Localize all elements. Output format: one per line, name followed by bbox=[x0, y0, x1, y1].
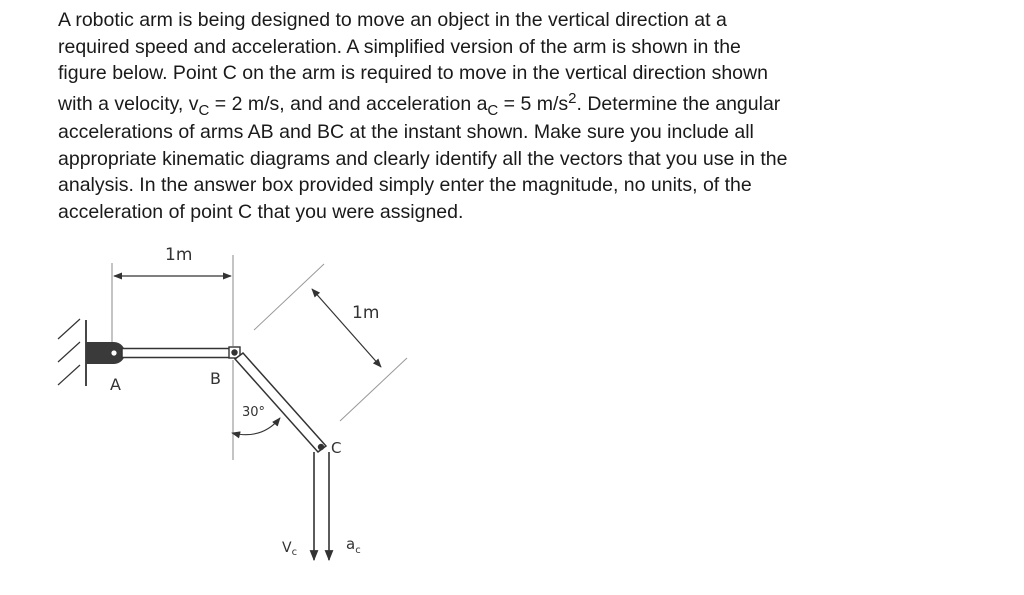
acceleration-label-sub: c bbox=[355, 545, 361, 556]
problem-line-3: figure below. Point C on the arm is required to move in the vertical direction shown bbox=[58, 62, 768, 84]
velocity-subscript: C bbox=[198, 101, 210, 119]
joint-b bbox=[231, 349, 237, 355]
point-a-label: A bbox=[110, 375, 121, 394]
arm-ab bbox=[122, 349, 236, 358]
acceleration-label-main: a bbox=[346, 535, 356, 553]
dim-bc-arrow bbox=[312, 289, 381, 367]
acceleration-subscript: C bbox=[487, 101, 499, 119]
arm-bc bbox=[235, 353, 326, 452]
velocity-label-main: V bbox=[282, 540, 292, 556]
joint-a bbox=[111, 350, 117, 356]
joint-c bbox=[318, 444, 324, 450]
point-c-label: C bbox=[331, 439, 342, 457]
angle-arc bbox=[232, 418, 280, 435]
problem-line-8: acceleration of point C that you were assigned. bbox=[58, 200, 464, 223]
dim-ab-label: 1m bbox=[165, 245, 193, 265]
point-b-label: B bbox=[210, 369, 221, 388]
dim-bc-ext-top bbox=[254, 264, 324, 330]
velocity-label-sub: c bbox=[291, 547, 298, 558]
acceleration-value-text: = 5 m/s bbox=[498, 92, 569, 115]
dim-bc-ext-bottom bbox=[340, 358, 407, 421]
problem-line-1: A robotic arm is being designed to move an object in the vertical direction at a bbox=[58, 9, 727, 31]
ground-hatch bbox=[58, 319, 80, 385]
pin-support-a bbox=[86, 342, 125, 364]
problem-line-6: appropriate kinematic diagrams and clearly identify all the vectors that you use in the bbox=[58, 147, 788, 170]
acceleration-exponent: 2 bbox=[568, 89, 577, 107]
dim-bc-label: 1m bbox=[352, 303, 380, 323]
velocity-label bbox=[282, 540, 297, 558]
velocity-value-text: = 2 m/s, and and acceleration a bbox=[209, 92, 488, 115]
angle-label: 30° bbox=[242, 405, 266, 420]
determine-text: . Determine the angular bbox=[576, 92, 781, 115]
problem-line-5: accelerations of arms AB and BC at the instant shown. Make sure you include all bbox=[58, 121, 754, 143]
problem-line-2: required speed and acceleration. A simplified version of the arm is shown in the bbox=[58, 35, 741, 58]
velocity-text: with a velocity, v bbox=[58, 92, 199, 115]
problem-line-7: analysis. In the answer box provided simply enter the magnitude, no units, of the bbox=[58, 174, 752, 196]
acceleration-label bbox=[346, 535, 361, 556]
